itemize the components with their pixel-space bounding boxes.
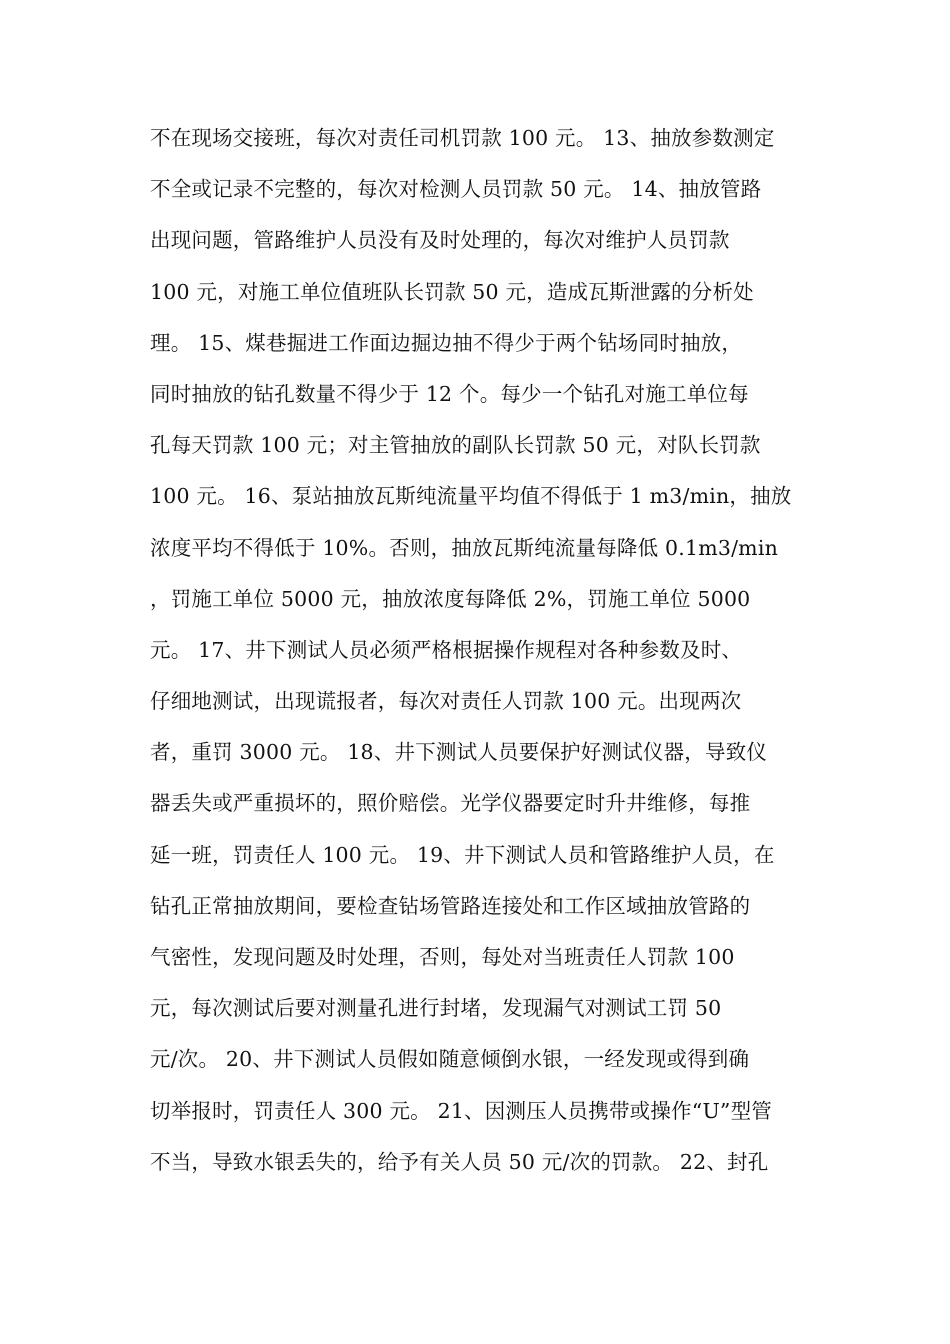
text-line: 孔每天罚款 100 元；对主管抽放的副队长罚款 50 元，对队长罚款 [150,433,761,458]
text-line: 器丢失或严重损坏的，照价赔偿。光学仪器要定时升井维修，每推 [150,791,751,816]
text-line: 元，每次测试后要对测量孔进行封堵，发现漏气对测试工罚 50 [150,996,722,1021]
text-line: 钻孔正常抽放期间，要检查钻场管路连接处和工作区域抽放管路的 [150,893,751,918]
text-line: 不全或记录不完整的，每次对检测人员罚款 50 元。 14、抽放管路 [150,177,762,202]
text-line: 浓度平均不得低于 10%。否则，抽放瓦斯纯流量每降低 0.1m3/min [150,535,778,560]
text-line: 元/次。 20、井下测试人员假如随意倾倒水银，一经发现或得到确 [150,1047,750,1072]
body-text [150,116,820,1191]
text-line: 100 元，对施工单位值班队长罚款 50 元，造成瓦斯泄露的分析处 [150,279,754,304]
text-line: 同时抽放的钻孔数量不得少于 12 个。每少一个钻孔对施工单位每 [150,381,749,406]
text-line: 理。 15、煤巷掘进工作面边掘边抽不得少于两个钻场同时抽放， [150,330,743,355]
text-line: 者，重罚 3000 元。 18、井下测试人员要保护好测试仪器，导致仪 [150,740,768,765]
text-line: 出现问题，管路维护人员没有及时处理的，每次对维护人员罚款 [150,228,730,253]
text-line: 切举报时，罚责任人 300 元。 21、因测压人员携带或操作“U”型管 [150,1098,772,1123]
text-line: 不在现场交接班，每次对责任司机罚款 100 元。 13、抽放参数测定 [150,126,775,150]
text-line: 延一班，罚责任人 100 元。 19、井下测试人员和管路维护人员，在 [150,842,775,867]
text-line: ，罚施工单位 5000 元，抽放浓度每降低 2%，罚施工单位 5000 [150,586,751,611]
text-line: 不当，导致水银丢失的，给予有关人员 50 元/次的罚款。 22、封孔 [150,1149,769,1174]
text-line: 仔细地测试，出现谎报者，每次对责任人罚款 100 元。出现两次 [150,689,742,714]
text-line: 气密性，发现问题及时处理，否则，每处对当班责任人罚款 100 [150,945,735,969]
text-line: 元。 17、井下测试人员必须严格根据操作规程对各种参数及时、 [150,637,743,662]
text-line: 100 元。 16、泵站抽放瓦斯纯流量平均值不得低于 1 m3/min，抽放 [150,484,792,509]
